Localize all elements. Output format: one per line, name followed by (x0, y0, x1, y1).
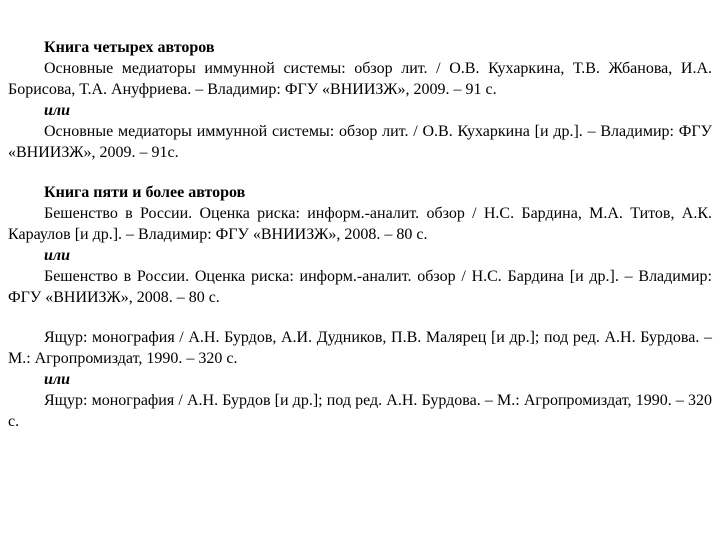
document-page (8, 37, 712, 432)
reference-full: Ящур: монография / А.Н. Бурдов, А.И. Дудников, П.В. Малярец [и др.]; под ред. А.Н. Бурдова. – М.: Агропромиздат, 1990. – 320 с. (8, 329, 712, 367)
or-separator: или (44, 371, 71, 388)
section-five-authors (8, 182, 712, 308)
reference-short: Ящур: монография / А.Н. Бурдов [и др.]; под ред. А.Н. Бурдова. – М.: Агропромиздат, 1990. – 320 с. (8, 392, 712, 430)
reference-full: Бешенство в России. Оценка риска: информ.-аналит. обзор / Н.С. Бардина, М.А. Титов, А.К. Караулов [и др.]. – Владимир: ФГУ «ВНИИЗЖ», 2008. – 80 с. (8, 205, 712, 243)
section-editor-example (8, 327, 712, 432)
reference-short: Бешенство в России. Оценка риска: информ.-аналит. обзор / Н.С. Бардина [и др.]. – Владимир: ФГУ «ВНИИЗЖ», 2008. – 80 с. (8, 268, 712, 306)
section-four-authors (8, 37, 712, 163)
or-separator: или (44, 247, 71, 264)
reference-short: Основные медиаторы иммунной системы: обзор лит. / О.В. Кухаркина [и др.]. – Владимир: ФГУ «ВНИИЗЖ», 2009. – 91с. (8, 123, 712, 161)
section-heading: Книга пяти и более авторов (44, 184, 246, 201)
section-heading: Книга четырех авторов (44, 39, 215, 56)
reference-full: Основные медиаторы иммунной системы: обзор лит. / О.В. Кухаркина, Т.В. Жбанова, И.А. Борисова, Т.А. Ануфриева. – Владимир: ФГУ «ВНИИЗЖ», 2009. – 91 с. (8, 60, 712, 98)
or-separator: или (44, 102, 71, 119)
